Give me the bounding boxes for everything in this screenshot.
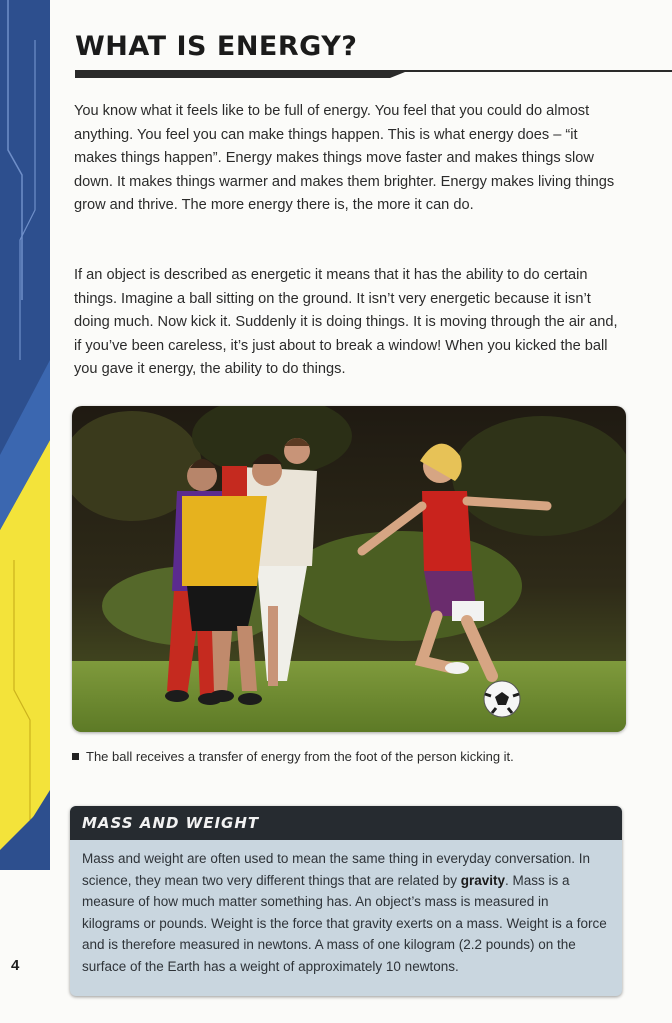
page-title: WHAT IS ENERGY? [75, 31, 358, 62]
soccer-ball [484, 681, 520, 717]
box-header [70, 806, 622, 840]
photo-caption-text: The ball receives a transfer of energy from the foot of the person kicking it. [86, 749, 514, 764]
energetic-object-paragraph: If an object is described as energetic it means that it has the ability to do certain things. Imagine a ball sitting on the ground. It isn’t very energetic because it isn’t doing much. Now kick it. Suddenly it is doing things. It is moving through the air and, if you’ve been careless, it’s just about to break a window! When you kicked the ball you gave it energy, the ability to do things. [74, 267, 618, 378]
caption-bullet-icon [72, 753, 79, 760]
soccer-photo [72, 406, 626, 732]
box-text-part-1: Mass and weight are often used to mean the same thing in everyday conversation. In science, they mean two very different things that are related by [82, 851, 591, 888]
gravity-term: gravity [460, 872, 505, 888]
photo-caption [72, 749, 514, 764]
box-text-part-2: . Mass is a measure of how much matter something has. An object’s mass is measured in kilograms or pounds. Weight is the force that gravity exerts on a mass. Weight is a force and is therefore measured in newtons. A mass of one kilogram (2.2 pounds) on the surface of the Earth has a weight of approximately 10 newtons. [82, 872, 607, 974]
decorative-side-band [0, 0, 50, 870]
mass-and-weight-box [70, 806, 622, 996]
title-underline [75, 70, 672, 78]
box-body-text [82, 848, 607, 978]
page-number: 4 [11, 957, 20, 974]
box-title: MASS AND WEIGHT [82, 814, 260, 832]
intro-paragraph: You know what it feels like to be full of energy. You feel that you could do almost anything. You feel you can make things happen. This is what energy does – “it makes things happen”. Energy makes things move faster and makes things slow down. It makes things warmer and makes them brighter. Energy makes living things grow and thrive. The more energy there is, the more it can do. [74, 103, 615, 214]
